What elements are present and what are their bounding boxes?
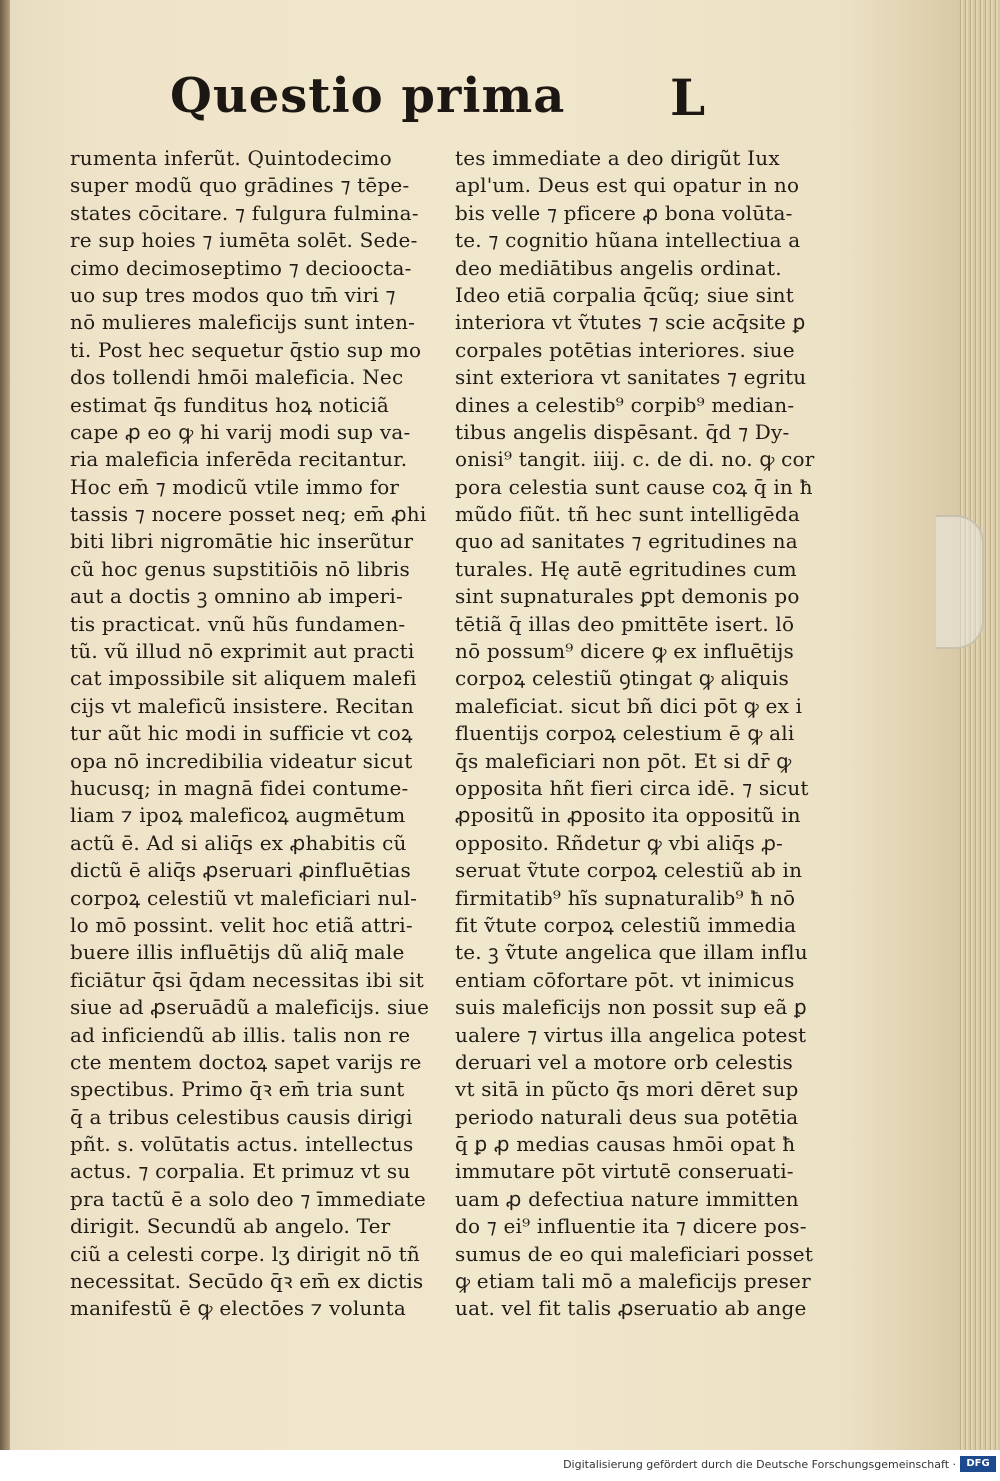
text-line: tētiã q̄ illas deo pmittēte isert. lō — [455, 611, 795, 636]
text-line: actus. ⁊ corpalia. Et primuz vt su — [70, 1159, 411, 1184]
text-line: sumus de eo qui maleficiari posset — [455, 1241, 814, 1266]
text-line: interiora vt ṽtutes ⁊ scie acq̄site ꝑ — [455, 310, 806, 335]
text-line: cte mentem doctoꝝ sapet varijs re — [70, 1049, 422, 1074]
text-line: deo mediātibus angelis ordinat. — [455, 255, 782, 280]
text-line: sint supnaturales ꝑpt demonis po — [455, 584, 800, 609]
fore-edge-pages — [958, 0, 1000, 1450]
funding-credit: Digitalisierung gefördert durch die Deutsche Forschungsgemeinschaft · — [563, 1458, 956, 1471]
text-line: do ⁊ ei⁹ influentie ita ⁊ dicere pos- — [455, 1214, 807, 1239]
text-line: ficiātur q̄si q̄dam necessitas ibi sit — [70, 967, 424, 992]
text-line: hucusq; in magnā fidei contume- — [70, 775, 409, 800]
text-line: Hoc em̄ ⁊ modicũ vtile immo for — [70, 474, 400, 499]
text-line: apl'um. Deus est qui opatur in no — [455, 173, 800, 198]
text-line: vt sitā in pũcto q̄s mori dēret sup — [455, 1077, 799, 1102]
text-line: tur aũt hic modi in sufficie vt coꝝ — [70, 721, 413, 746]
text-line: estimat q̄s funditus hoꝝ noticiã — [70, 392, 390, 417]
text-line: cimo decimoseptimo ⁊ decioocta- — [70, 255, 412, 280]
text-line: nō possum⁹ dicere ꝙ ex influētijs — [455, 639, 795, 664]
text-line: Ideo etiā corpalia q̄cũq; siue sint — [455, 282, 794, 307]
text-line: re sup hoies ⁊ iumēta solēt. Sede- — [70, 228, 418, 253]
book-page — [10, 0, 959, 1450]
text-line: buere illis influētijs dũ aliq̄ male — [70, 940, 405, 965]
text-line: manifestũ ē ꝙ electōes ⁊ volunta — [70, 1296, 406, 1321]
page-clip — [936, 515, 984, 649]
text-column-right — [455, 145, 830, 1323]
text-line: cũ hoc genus supstitiōis nō libris — [70, 556, 410, 581]
footer-bar — [0, 1450, 1000, 1481]
dfg-logo: DFG — [960, 1456, 996, 1472]
text-line: spectibus. Primo q̄ꝛ em̄ tria sunt — [70, 1077, 405, 1102]
text-line: opa nō incredibilia videatur sicut — [70, 748, 413, 773]
text-line: ꝓpositũ in ꝓposito ita oppositũ in — [455, 803, 801, 828]
text-line: ualere ⁊ virtus illa angelica potest — [455, 1022, 807, 1047]
text-line: uo sup tres modos quo tm̄ viri ⁊ — [70, 282, 396, 307]
text-line: tassis ⁊ nocere posset neq; em̄ ꝓhi — [70, 502, 427, 527]
text-line: super modũ quo grādines ⁊ tēpe- — [70, 173, 410, 198]
text-line: opposita hñt fieri circa idē. ⁊ sicut — [455, 775, 809, 800]
text-line: q̄ a tribus celestibus causis dirigi — [70, 1104, 413, 1129]
text-line: ti. Post hec sequetur q̄stio sup mo — [70, 337, 422, 362]
text-line: siue ad ꝓseruādũ a maleficijs. siue — [70, 995, 430, 1020]
text-line: fit ṽtute corpoꝝ celestiũ immedia — [455, 912, 797, 937]
running-title: Questio prima — [170, 68, 566, 124]
text-line: actũ ē. Ad si aliq̄s ex ꝓhabitis cũ — [70, 830, 407, 855]
text-line: te. ⁊ cognitio hũana intellectiua a — [455, 228, 801, 253]
text-line: firmitatib⁹ hĩs supnaturalib⁹ ħ nō — [455, 885, 796, 910]
text-line: seruat ṽtute corpoꝝ celestiũ ab in — [455, 858, 803, 883]
text-line: aut a doctis ꝫ omnino ab imperi- — [70, 584, 403, 609]
text-line: corpoꝝ celestiũ vt maleficiari nul- — [70, 885, 418, 910]
text-line: immutare pōt virtutē conseruati- — [455, 1159, 794, 1184]
text-line: entiam cōfortare pōt. vt inimicus — [455, 967, 795, 992]
text-line: ad inficiendũ ab illis. talis non re — [70, 1022, 411, 1047]
text-line: lo mō possint. velit hoc etiã attri- — [70, 912, 413, 937]
text-line: bis velle ⁊ pficere ꝓ bona volūta- — [455, 200, 793, 225]
text-line: q̄s maleficiari non pōt. Et si dr̄ ꝙ — [455, 748, 792, 773]
text-line: dos tollendi hmōi maleficia. Nec — [70, 365, 404, 390]
text-line: opposito. Rñdetur ꝙ vbi aliq̄s ꝓ- — [455, 830, 784, 855]
text-line: suis maleficijs non possit sup eã ꝑ — [455, 995, 807, 1020]
text-line: tibus angelis dispēsant. q̄d ⁊ Dy- — [455, 419, 790, 444]
text-line: corpales potētias interiores. siue — [455, 337, 795, 362]
text-line: dirigit. Secundũ ab angelo. Ter — [70, 1214, 391, 1239]
text-line: states cōcitare. ⁊ fulgura fulmina- — [70, 200, 419, 225]
text-line: turales. Hę autē egritudines cum — [455, 556, 797, 581]
page-header — [10, 68, 958, 138]
text-line: dines a celestib⁹ corpib⁹ median- — [455, 392, 795, 417]
text-line: tis practicat. vnũ hũs fundamen- — [70, 611, 406, 636]
text-line: q̄ ꝑ ꝓ medias causas hmōi opat ħ — [455, 1132, 796, 1157]
text-line: mũdo fiũt. tñ hec sunt intelligēda — [455, 502, 800, 527]
text-line: deruari vel a motore orb celestis — [455, 1049, 793, 1074]
text-line: pñt. s. volūtatis actus. intellectus — [70, 1132, 414, 1157]
text-line: maleficiat. sicut bñ dici pōt ꝙ ex i — [455, 693, 803, 718]
text-line: onisi⁹ tangit. iiij. c. de di. no. ꝙ cor — [455, 447, 815, 472]
text-line: tes immediate a deo dirigũt Iux — [455, 146, 780, 170]
text-line: dictũ ē aliq̄s ꝓseruari ꝓinfluētias — [70, 858, 411, 883]
text-line: nō mulieres maleficijs sunt inten- — [70, 310, 416, 335]
text-line: ria maleficia inferēda recitantur. — [70, 447, 408, 472]
text-line: tũ. vũ illud nō exprimit aut practi — [70, 639, 415, 664]
text-line: periodo naturali deus sua potētia — [455, 1104, 799, 1129]
text-line: quo ad sanitates ⁊ egritudines na — [455, 529, 798, 554]
text-line: uam ꝓ defectiua nature immitten — [455, 1186, 799, 1211]
text-line: cat impossibile sit aliquem malefi — [70, 666, 417, 691]
folio-number: L — [670, 68, 706, 127]
text-line: ciũ a celesti corpe. lʒ dirigit nō tñ — [70, 1241, 420, 1266]
text-column-left — [70, 145, 446, 1323]
text-line: biti libri nigromātie hic inserũtur — [70, 529, 414, 554]
text-line: uat. vel fit talis ꝓseruatio ab ange — [455, 1296, 807, 1321]
text-line: fluentijs corpoꝝ celestium ē ꝙ ali — [455, 721, 795, 746]
text-line: liam ⁊ ipoꝝ maleficoꝝ augmētum — [70, 803, 406, 828]
text-line: corpoꝝ celestiũ ꝯtingat ꝙ aliquis — [455, 666, 789, 691]
text-line: pra tactũ ē a solo deo ⁊ īmmediate — [70, 1186, 426, 1211]
text-line: cape ꝓ eo ꝙ hi varij modi sup va- — [70, 419, 411, 444]
text-line: rumenta inferũt. Quintodecimo — [70, 146, 392, 170]
text-line: ꝙ etiam tali mō a maleficijs preser — [455, 1269, 811, 1294]
text-line: pora celestia sunt cause coꝝ q̄ in ħ — [455, 474, 813, 499]
text-line: te. ꝫ ṽtute angelica que illam influ — [455, 940, 808, 965]
text-line: necessitat. Secūdo q̄ꝛ em̄ ex dictis — [70, 1269, 424, 1294]
text-line: sint exteriora vt sanitates ⁊ egritu — [455, 365, 807, 390]
text-line: cijs vt maleficũ insistere. Recitan — [70, 693, 414, 718]
